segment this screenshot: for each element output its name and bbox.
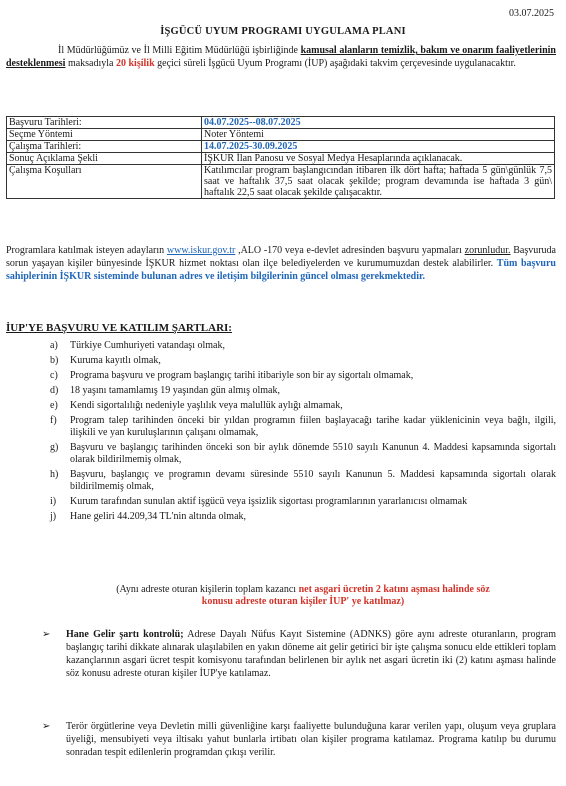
item-letter: f) [50, 415, 57, 426]
item-letter: j) [50, 511, 57, 522]
item-text: Başvuru, başlangıç ve programın devamı süresinde 5510 sayılı Kanunun 5. Maddesi kapsamında sigortalı olarak bildirilmemiş olmak, [70, 469, 556, 492]
table-row [7, 129, 555, 141]
list-item [6, 355, 556, 367]
income-note [100, 584, 506, 608]
program-info-table [6, 116, 555, 199]
bullet-bold: Hane Gelir şartı kontrolü; [66, 629, 184, 640]
intro-text-2: maksadıyla [65, 58, 116, 69]
table-row [7, 153, 555, 165]
bullet-text: Terör örgütlerine veya Devletin milli güvenliğine karşı faaliyette bulunduğuna karar verilen yapı, oluşum veya gruplara üyeliği, mensubiyeti veya iltisakı yahut bunlarla irtibatı olan kişiler programa katılamaz. Programa katılıp bu durumu sonradan tespit edilenlerin programdan çıkışı verilir. [66, 721, 556, 758]
para2-text-1: Programlara katılmak isteyen adayların [6, 245, 167, 256]
list-item [6, 442, 556, 466]
item-text: Türkiye Cumhuriyeti vatandaşı olmak, [70, 340, 225, 351]
item-letter: e) [50, 400, 58, 411]
participant-count: 20 kişilik [116, 58, 155, 69]
document-title: İŞGÜCÜ UYUM PROGRAMI UYGULAMA PLANI [160, 26, 406, 37]
item-letter: h) [50, 469, 59, 480]
list-item [6, 496, 556, 508]
list-item [6, 469, 556, 493]
iskur-link[interactable]: www.iskur.gov.tr [166, 245, 236, 256]
note-text: (Aynı adreste oturan kişilerin toplam kazancı [116, 584, 299, 595]
table-row [7, 117, 555, 129]
intro-paragraph [6, 44, 556, 70]
selection-method: Noter Yöntemi [202, 129, 555, 141]
item-letter: d) [50, 385, 59, 396]
bullet-terror [6, 720, 556, 759]
item-letter: g) [50, 442, 59, 453]
table-row [7, 165, 555, 199]
item-text: Başvuru ve başlangıç tarihinden önceki son bir aylık dönemde 5510 sayılı Kanunun 4. Maddesi kapsamında sigortalı olarak bildirilmemiş olmak, [70, 442, 556, 465]
row-key: Çalışma Tarihleri: [7, 141, 202, 153]
item-text: Kendi sigortalılığı nedeniyle yaşlılık veya malullük aylığı almamak, [70, 400, 343, 411]
conditions-list [6, 340, 556, 526]
para2-text-2: ,ALO -170 veya e-devlet adresinden başvuru yapmaları [235, 245, 465, 256]
item-letter: b) [50, 355, 59, 366]
list-item [6, 415, 556, 439]
bullet-body: Adrese Dayalı Nüfus Kayıt Sistemine (ADNKS) göre aynı adreste oturanların, program başlangıç tarihi dikkate alınarak ulaşılabilen en yakın döneme ait gelir getirici bir işte çalışma sonucu elde ettikleri toplam kazançlarının asgari ücret tespit komisyonu tarafından belirlenen bir aylık net asgari ücretin iki (2) katını aşması halinde söz konusu adreste oturan kişiler İUP'ye katılamaz. [66, 629, 556, 679]
item-text: 18 yaşını tamamlamış 19 yaşından gün almış olmak, [70, 385, 280, 396]
list-item [6, 385, 556, 397]
item-letter: i) [50, 496, 57, 507]
working-conditions: Katılımcılar program başlangıcından itibaren ilk dört hafta; haftada 5 gün\günlük 7,5 saat ve haftalık 37,5 saat olacak şekilde; program devamında ise haftada 3 gün\ haftalık 22,5 saat olacak şekilde çalışacaktır. [202, 165, 555, 199]
list-item [6, 370, 556, 382]
arrow-bullet-icon: ➢ [42, 721, 51, 732]
work-dates: 14.07.2025-30.09.2025 [202, 141, 555, 153]
list-item [6, 340, 556, 352]
application-paragraph [6, 244, 556, 283]
row-key: Çalışma Koşulları [7, 165, 202, 199]
para2-text-3: Başvuruda sorun yaşayan kişiler bünyesinde İŞKUR hizmet noktası olan ilçe belediyelerden ve kurumumuzdan destek alabilirler. [6, 245, 556, 269]
arrow-bullet-icon: ➢ [42, 629, 51, 640]
para2-underlined: zorunludur. [464, 245, 511, 256]
item-text: Kuruma kayıtlı olmak, [70, 355, 161, 366]
item-text: Kurum tarafından sunulan aktif işgücü veya işsizlik sigortası programlarının yararlanıcısı olmamak [70, 496, 468, 507]
row-key: Sonuç Açıklama Şekli [7, 153, 202, 165]
list-item [6, 400, 556, 412]
intro-text-1: İl Müdürlüğümüz ve İl Milli Eğitim Müdürlüğü işbirliğinde [58, 45, 301, 56]
list-item [6, 511, 556, 523]
item-text: Programa başvuru ve program başlangıç tarihi itibariyle son bir ay sigortalı olmamak, [70, 370, 414, 381]
document-date: 03.07.2025 [509, 8, 554, 19]
section-heading: İUP'YE BAŞVURU VE KATILIM ŞARTLARI: [6, 322, 232, 334]
item-letter: a) [50, 340, 58, 351]
intro-underlined: kamusal alanların temizlik, bakım ve onarım faaliyetlerinin desteklenmesi [6, 45, 556, 69]
intro-text-3: geçici süreli İşgücü Uyum Programı (İUP) aşağıdaki takvim çerçevesinde uygulanacaktır. [154, 58, 516, 69]
table-row [7, 141, 555, 153]
note-red-text: net asgari ücretin 2 katını aşması halinde söz konusu adreste oturan kişiler İUP' ye katılmaz) [201, 584, 490, 607]
item-text: Hane geliri 44.209,34 TL'nin altında olmak, [70, 511, 247, 522]
row-key: Seçme Yöntemi [7, 129, 202, 141]
bullet-text [66, 628, 556, 680]
bullet-household-income [6, 628, 556, 680]
para2-blue-note: Tüm başvuru sahiplerinin İŞKUR sisteminde bulunan adres ve iletişim bilgilerinin güncel olması gerekmektedir. [6, 258, 556, 282]
item-letter: c) [50, 370, 58, 381]
item-text: Program talep tarihinden önceki bir yıldan programın fiilen başlayacağı tarihe kadar yüklenicinin veya bağlı, ilgili, ilişkili ve yan kuruluşlarının çalışanı olmamak, [70, 415, 556, 438]
application-dates: 04.07.2025--08.07.2025 [202, 117, 555, 129]
row-key: Başvuru Tarihleri: [7, 117, 202, 129]
result-announcement: İŞKUR İlan Panosu ve Sosyal Medya Hesaplarında açıklanacak. [202, 153, 555, 165]
